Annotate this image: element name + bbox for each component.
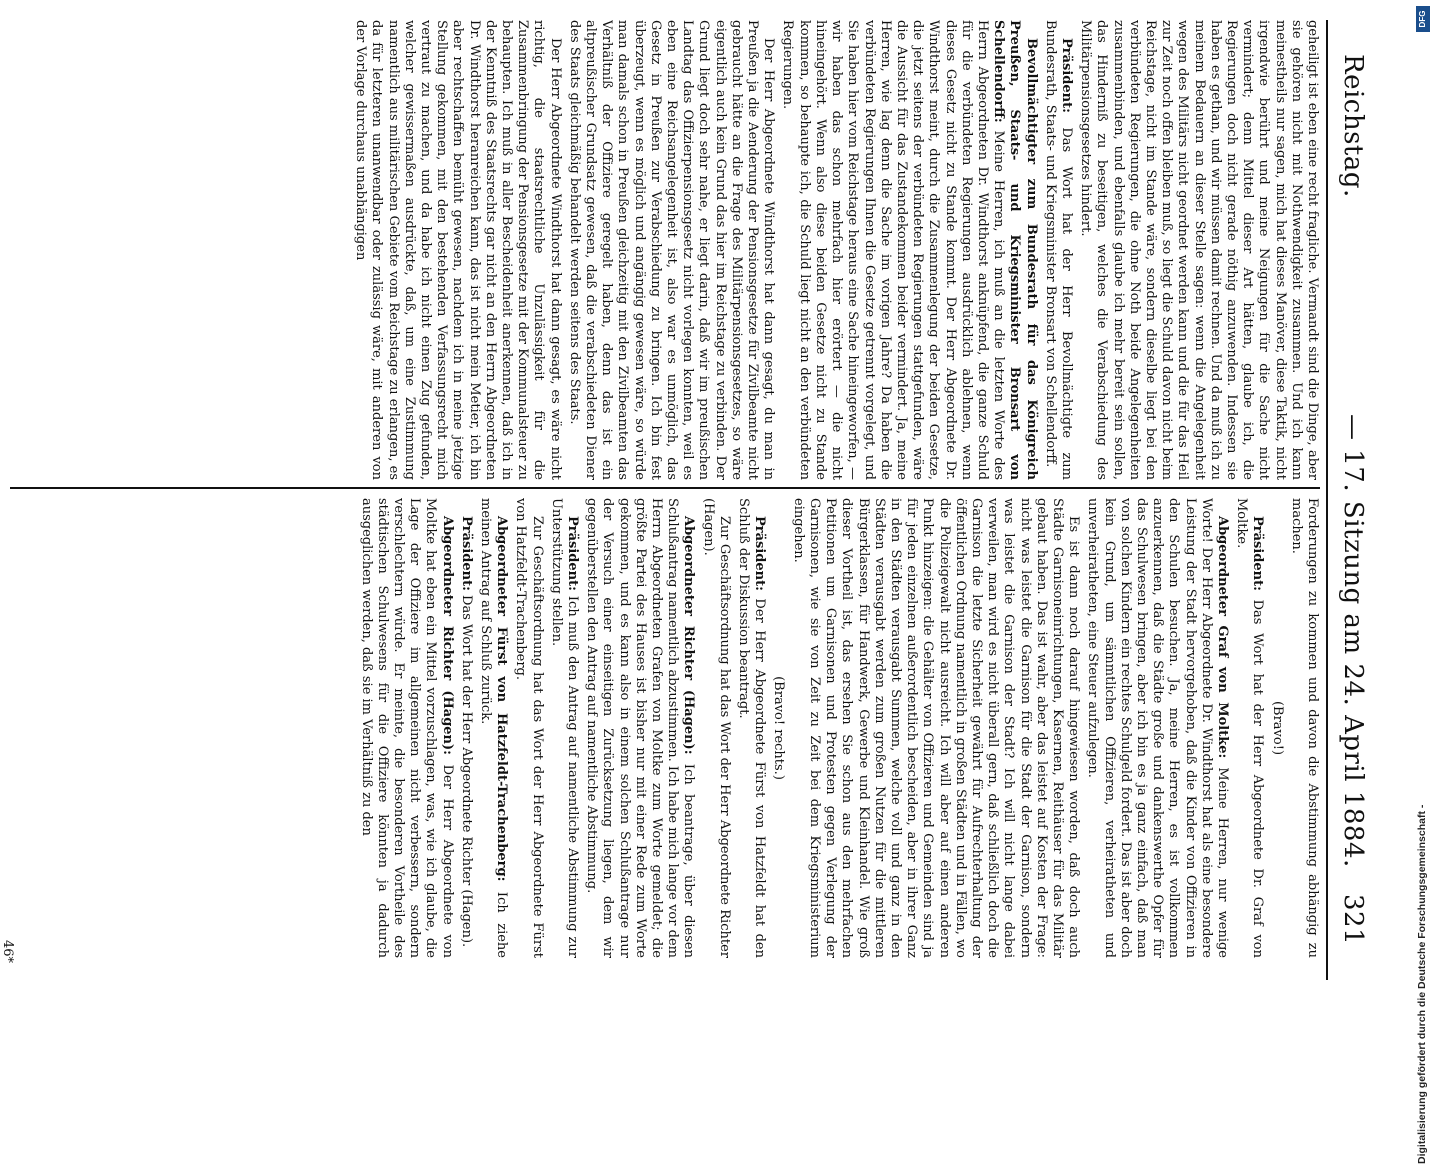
column-divider [10, 487, 1320, 489]
speaker-name: Präsident: [565, 516, 581, 591]
header-session: — 17. Sitzung am 24. April 1884. [1338, 414, 1368, 868]
speaker-name: Abgeordneter Richter (Hagen): [681, 516, 697, 755]
paragraph: Abgeordneter Graf von Moltke: Meine Herren, nur wenige Worte! Der Herr Abgeordnete Dr. Windthorst hat als eine besondere Leistung der Stadt hervorgehoben, daß die Kinder von Offizieren in den Schulen besuchen. Ja, meine Herren, es ist vollkommen anzuerkennen, daß die Städte große und dankenswerthe Opfer für das Schulwesen bringen, aber ich bin es ja ganz einfach, daß man von solchen Kindern ein rechtes Schulgeld fordert. Das ist aber doch kein Grund, um sämmtlichen Offizieren, verheiratheten und unverheiratheten, eine Steuer aufzulegen. [1085, 498, 1230, 958]
paragraph: Zur Geschäftsordnung hat das Wort der Herr Abgeordnete Richter (Hagen). [700, 498, 732, 958]
page-number: 321 [1338, 894, 1368, 946]
paragraph: Präsident: Das Wort hat der Herr Bevollmächtigte zum Bundesrath, Staats- und Kriegsminister Bronsart von Schellendorff. [1042, 20, 1074, 480]
right-column [10, 498, 1320, 958]
left-column [10, 20, 1320, 480]
speaker-name: Bevollmächtigter zum Bundesrath für das Königreich Preußen, Staats- und Kriegsminister Bronsart von Schellendorff: [991, 20, 1039, 480]
dfg-credit [1414, 584, 1430, 1172]
paragraph: Es ist dann noch darauf hingewiesen worden, daß doch auch Städte Garnisoneinrichtungen, Kasernen, Reithäuser für das Militär gebaut haben. Das ist wahr, aber das leistet auf Kosten der Frage: nicht was leistet die Garnison für die Stadt der Garnison, sondern was leistet die Garnison der Stadt? Ich will nicht lange dabei verweilen, man wird es nicht überall gern, daß schließlich doch die Garnison die letzte Sicherheit gewährt für Aufrechterhaltung der öffentlichen Ordnung namentlich in großen Städten und in Fällen, wo die Polizeigewalt nicht ausreicht. Ich will aber auf einen anderen Punkt hinzeigen: die Gehälter von Offizieren und Gemeinden sind ja für jeden einzelnen außerordentlich bescheiden, aber in ihrer Ganz in den Städten verausgabt Summen, welche voll und ganz in den Städten verausgabt werden zum großen Nutzen für die mittleren Bürgerklassen, für Handwerk, Gewerbe und Kleinhandel. Wie groß dieser Vortheil ist, das ersehen Sie schon aus den mehrfachen Petitionen um Garnisonen und Protesten gegen Verlegung der Garnisonen, wie sie von Zeit zu Zeit bei dem Kriegsministerium eingehen. [790, 498, 1082, 958]
paragraph: Präsident: Das Wort hat der Herr Abgeordnete Dr. Graf von Moltke. [1234, 498, 1266, 958]
paragraph: Abgeordneter Fürst von Hatzfeldt-Trachenberg: Ich ziehe meinen Antrag auf Schluß zurück. [478, 498, 510, 958]
interjection: (Bravo! rechts.) [771, 676, 787, 780]
speaker-name: Abgeordneter Richter (Hagen): [439, 516, 455, 755]
dfg-logo-text: DFG [1418, 10, 1427, 28]
paragraph: Präsident: Das Wort hat der Herr Abgeordnete Richter (Hagen). [458, 516, 474, 948]
speaker-name: Präsident: [458, 516, 474, 591]
paragraph: Abgeordneter Richter (Hagen): Ich beantrage, über diesen Schlußantrag namentlich abzustimmen. Ich habe mich lange vor dem Herrn Abgeordneten Grafen von Moltke zum Worte gemeldet; die größte Partei des Hauses ist bisher nur mit einer Rede zum Worte gekommen, und es kann also in einem solchen Schlußantrage nur der Versuch einer einseitigen Zurücksetzung liegen, dem wir gegenüberstellen den Antrag auf namentliche Abstimmung. [584, 498, 697, 958]
paragraph: Forderungen zu kommen und davon die Abstimmung abhängig zu machen. [1288, 498, 1320, 958]
speaker-name: Präsident: [752, 516, 768, 591]
paragraph: Bevollmächtigter zum Bundesrath für das Königreich Preußen, Staats- und Kriegsminister Bronsart von Schellendorff: Meine Herren, ich muß an die letzten Worte des Herrn Abgeordneten Dr. Windthorst anknüpfend, die ganze Schuld für die verbündeten Regierungen ausdrücklich ablehnen, wenn dieses Gesetz nicht zu Stande kommt. Der Herr Abgeordnete Dr. Windthorst meint, durch die Zusammenlegung der beiden Gesetze, die jetzt seitens der verbündeten Regierungen stattgefunden, wäre die Aussicht für das Zustandekommen beider vermindert. Ja, meine Herren, wie lag denn die Sache im vorigen Jahre? Da haben die verbündeten Regierungen Ihnen die Gesetze getrennt vorgelegt, und Sie haben hier vom Reichstage heraus eine Sache hineingeworfen, — wir haben das schon mehrfach hier erörtert — die nicht hineingehört. Wenn also diese beiden Gesetze nicht zu Stande kommen, so behaupte ich, die Schuld liegt nicht an den verbündeten Regierungen. [780, 20, 1039, 480]
paragraph: Abgeordneter Richter (Hagen): Der Herr Abgeordnete von Moltke hat eben ein Mittel vorzuschlagen, was, wie ich glaube, die Lage der Offiziere im allgemeinen nicht verbessern, sondern verschlechtern würde. Er meinte, die besonderen Vortheile des städtischen Schulwesens für die Offiziere könnten ja dadurch ausgeglichen werden, daß sie im Verhältniß zu den [358, 498, 455, 958]
paragraph: Präsident: Ich muß den Antrag auf namentliche Abstimmung zur Unterstützung stellen. [548, 498, 581, 958]
speaker-name: Abgeordneter Graf von Moltke: [1214, 516, 1230, 759]
paragraph: Der Herr Abgeordnete Windthorst hat dann gesagt, du man in Preußen ja die Aenderung der Pensionsgesetze für Zivilbeamte nicht gebraucht hätte an die Frage des Militärpensionsgesetzes, so wäre eigentlich auch kein Grund das hier im Reichstage zu verbinden. Der Grund liegt doch sehr nahe, er liegt darin, daß wir im preußischen Landtag das Offizierpensionsgesetz nicht vorlegen konnten, weil es eben eine Reichsangelegenheit ist, also war es unmöglich, das Gesetz in Preußen zur Verabschiedung zu bringen. Ich bin fest überzeugt, wenn es möglich und angängig gewesen wäre, so würde man damals schon in Preußen gleichzeitig mit den Zivilbeamten das Verhältniß der Offiziere geregelt haben, denn das ist ein altpreußischer Grundsatz gewesen, daß die verabschiedeten Diener des Staats gleichmäßig behandelt werden seitens des Staats. [566, 20, 777, 480]
interjection: (Bravo!) [1269, 700, 1285, 756]
speaker-name: Abgeordneter Fürst von Hatzfeldt-Trachenberg: [494, 516, 510, 882]
paragraph: Zur Geschäftsordnung hat das Wort der Herr Abgeordnete Fürst von Hatzfeldt-Trachenberg. [513, 498, 545, 958]
dfg-logo [1416, 6, 1430, 32]
paragraph: Präsident: Der Herr Abgeordnete Fürst von Hatzfeldt hat den Schluß der Diskussion beantragt. [736, 498, 768, 958]
speaker-name: Präsident: [1058, 38, 1074, 113]
dfg-credit-text: Digitalisierung gefördert durch die Deutsche Forschungsgemeinschaft - [1416, 804, 1428, 1164]
header-title: Reichstag. [1338, 54, 1368, 198]
signature-mark: 46* [0, 940, 15, 964]
paragraph: Der Herr Abgeordnete Windthorst hat dann gesagt, es wäre nicht richtig, die staatsrechtliche Unzulässigkeit für die Zusammenbringung der Pensionsgesetze mit der Kommunalsteuer zu behaupten. Ich muß in aller Bescheidenheit anerkennen, daß ich in der Kenntniß des Staatsrechts gar nicht an den Herrn Abgeordneten Dr. Windthorst heranreichen kann, das ist nicht mein Metier, ich bin aber rechtschaffen bemüht gewesen, nachdem ich in meine jetzige Stellung gekommen, mit den bestehenden Verfassungsrecht mich vertraut zu machen, und da habe ich nicht einen Zug gefunden, welcher gewissermaßen ausdrückte, daß, um eine Zustimmung namentlich aus militärischen Gebiete vom Reichstage zu erlangen, es da für letzteren unanwendbar oder zulässig wäre, mit anderen von der Vorlage durchaus unabhängigen [353, 20, 563, 480]
header-rule [1326, 20, 1328, 980]
paragraph: geheiligt ist eben eine recht fragliche. Vermandt sind die Dinge, aber sie gehören nicht mit Nothwendigkeit zusammen. Und ich kann meinestheils nur sagen, mich hat dieses Manöver, diese Taktik, nicht irgendwie berührt und meine Neigungen für die Sache nicht vermindert; denn Mittel dieser Art hätten, glaube ich, die Regierungen doch nicht gerade nöthig anzuwenden. Indessen sie haben es gethan, und wir müssen damit rechnen. Und da muß ich zu meinem Bedauern an dieser Stelle sagen: wenn die Angelegenheit wegen des Militärs nicht geordnet werden kann und die für das Heil zur Zeit noch offen bleiben muß, so liegt die Schuld davon nicht beim Reichstage, nicht im Stande wäre, sondern dieselbe liegt bei den verbündeten Regierungen, die ohne Noth beide Angelegenheiten zusammenbinden, und ebenfalls glaube ich mehr bereit sein sollen, das Hinderniß zu beseitigen, welches die Verabschiedung des Militärpensionsgesetzes hindert. [1078, 20, 1320, 480]
speaker-name: Präsident: [1250, 516, 1266, 591]
page-header [1334, 14, 1368, 946]
